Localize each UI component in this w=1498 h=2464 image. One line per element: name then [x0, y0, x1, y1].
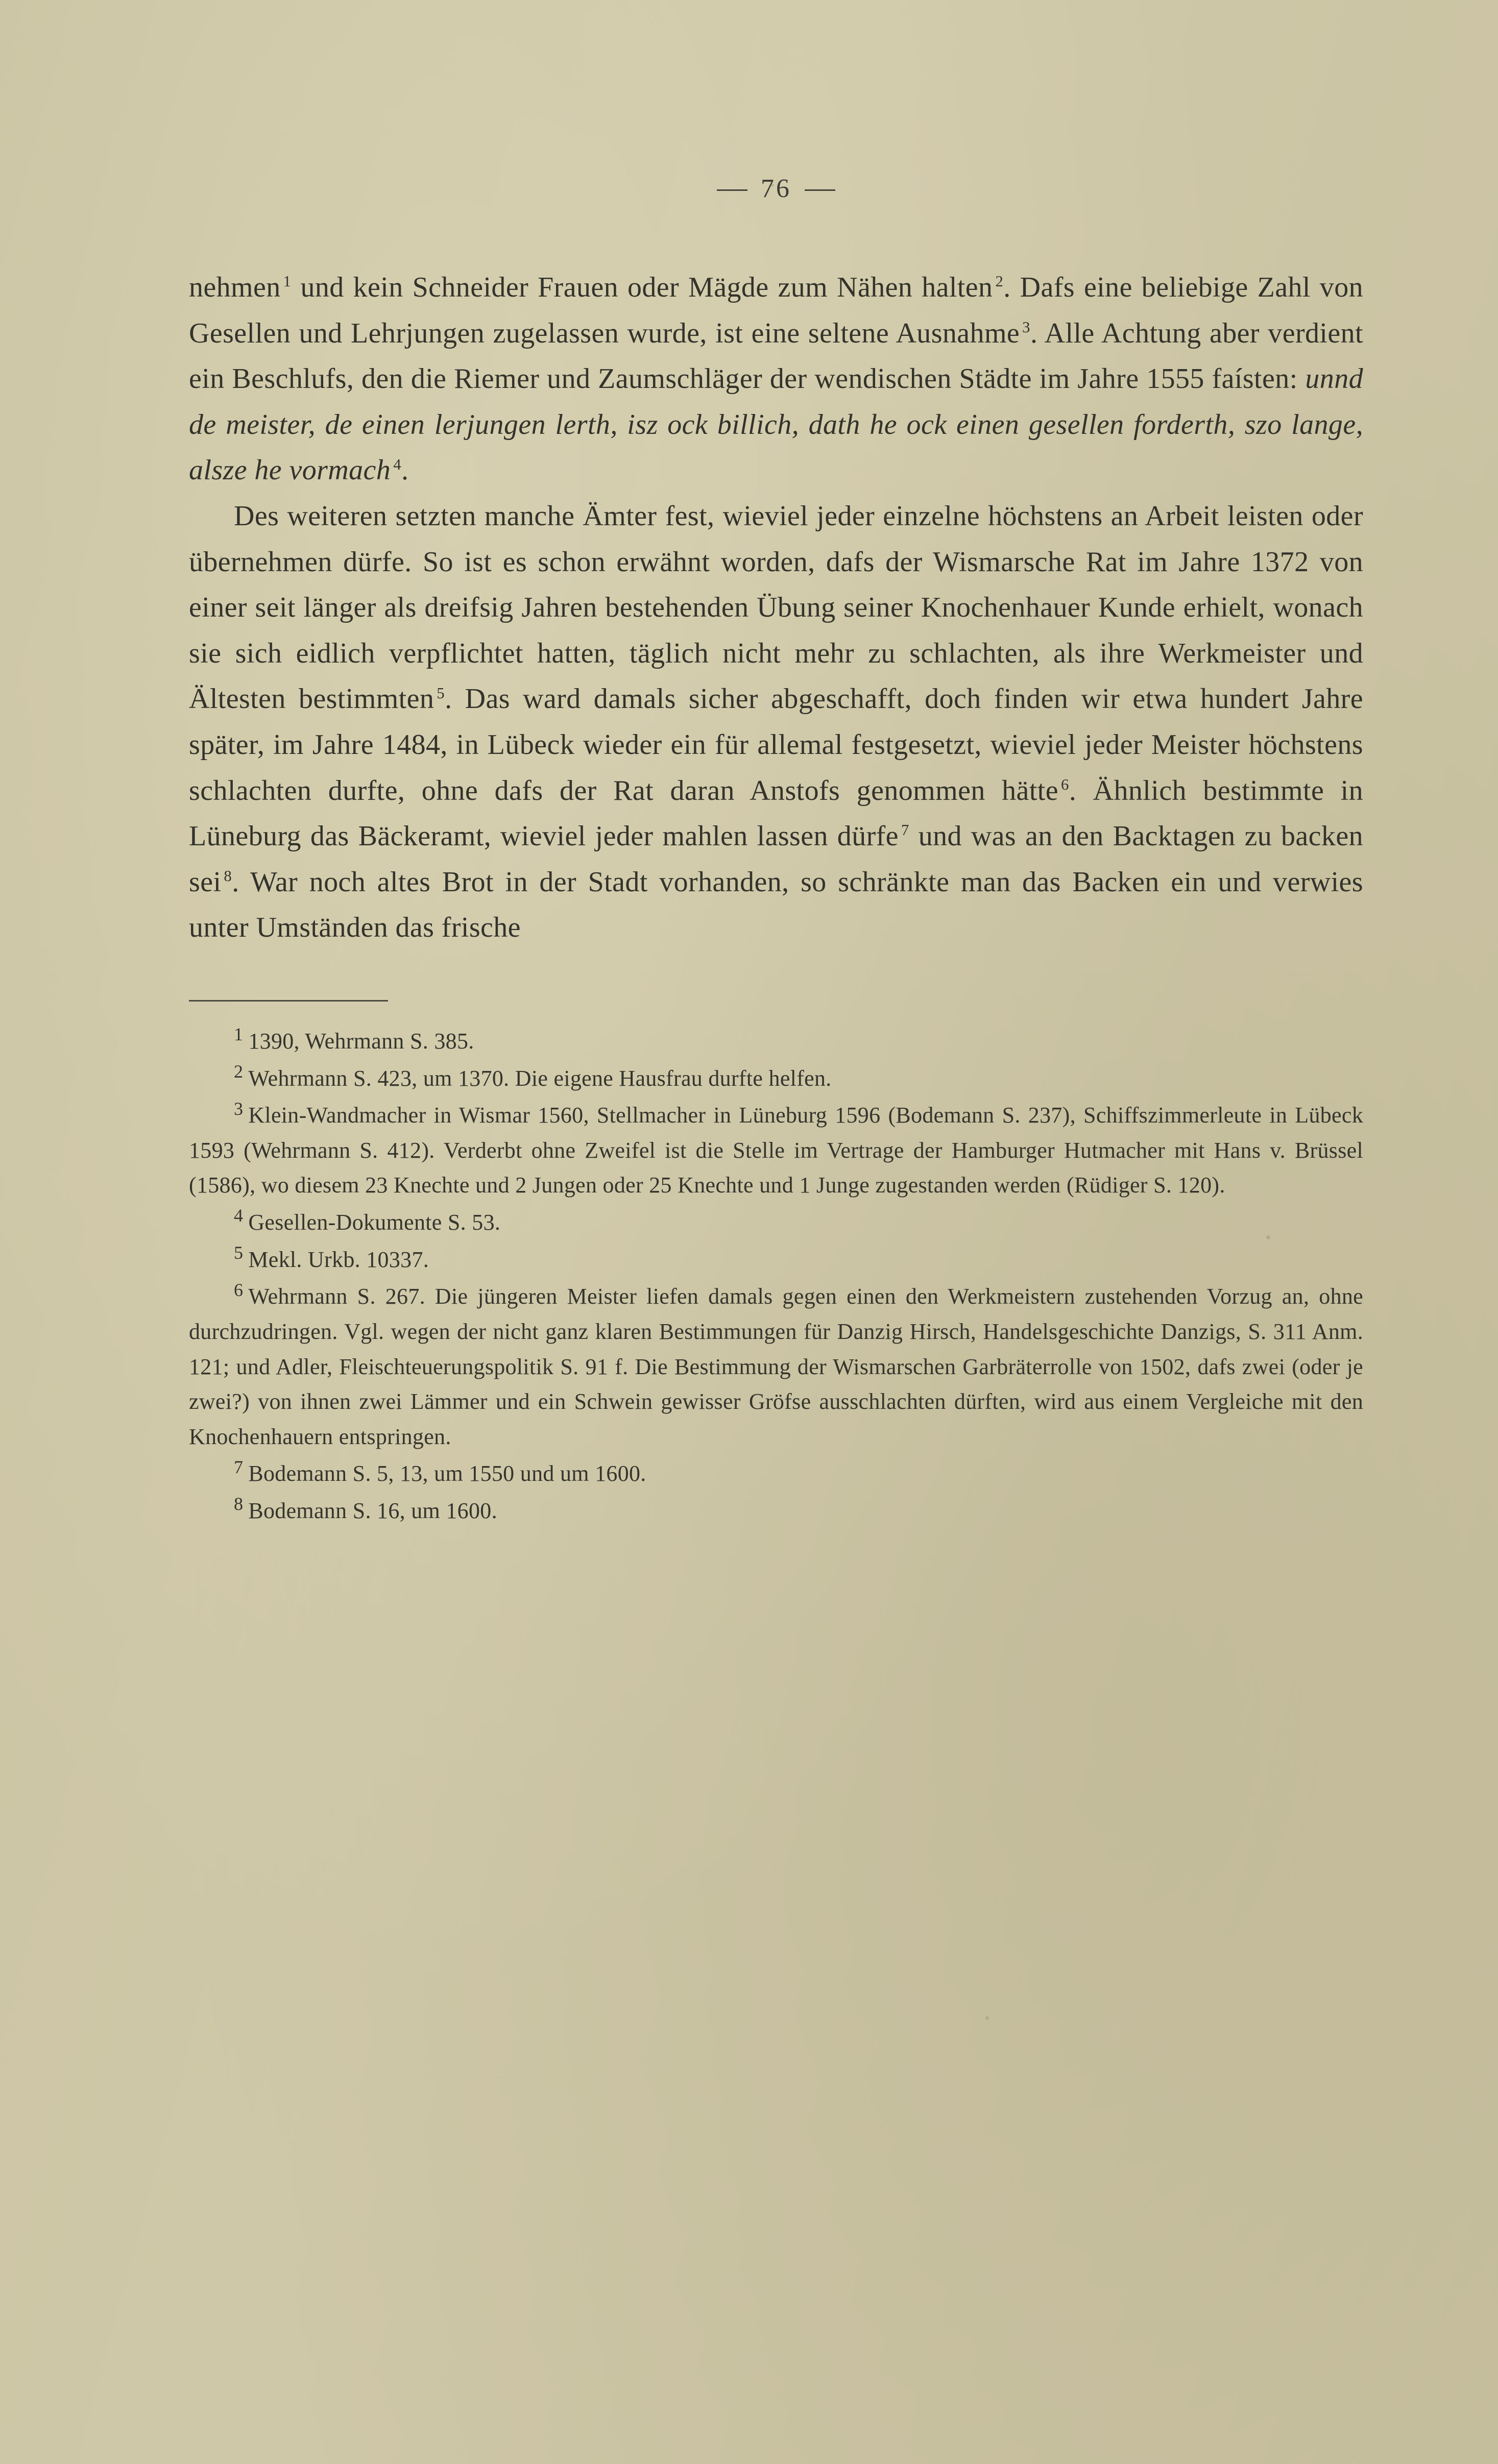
page-content [189, 0, 1363, 1531]
footnote-marker-6: 6 [1061, 775, 1069, 793]
footnote-1 [189, 1024, 1363, 1059]
footnote-3-marker: 3 [234, 1098, 244, 1119]
para1-part-a: nehmen [189, 272, 281, 303]
footnote-2-marker: 2 [234, 1061, 244, 1082]
footnote-1-marker: 1 [234, 1024, 244, 1045]
page-number-value: 76 [761, 174, 791, 203]
para2-part-b: . Das ward damals sicher abgeschafft, doch finden wir etwa hundert Jahre später, im Jahre 1484, in Lübeck wieder ein für allemal festgesetzt, wieviel jeder Meister höchstens schlachten durfte, ohne dafs der Rat daran Anstofs genommen hätte [189, 683, 1363, 807]
footnote-marker-2: 2 [995, 273, 1004, 290]
para1-part-d: . Alle Achtung aber verdient ein Beschlufs, den die Riemer und Zaumschläger der wendischen Städte im Jahre 1555 faísten: [189, 317, 1363, 395]
footnote-marker-4: 4 [393, 455, 402, 473]
footnote-separator-rule [189, 1000, 388, 1002]
scan-speck [985, 2016, 989, 2020]
footnote-4-marker: 4 [234, 1205, 244, 1226]
footnote-6-text: Wehrmann S. 267. Die jüngeren Meister liefen damals gegen einen den Werkmeistern zustehenden Vorzug an, ohne durchzudringen. Vgl. wegen der nicht ganz klaren Bestimmungen für Danzig Hirsch, Handelsgeschichte Danzigs, S. 311 Anm. 121; und Adler, Fleischteuerungspolitik S. 91 f. Die Bestimmung der Wismarschen Garbräterrolle von 1502, dafs zwei (oder je zwei?) von ihnen zwei Lämmer und ein Schwein gewisser Gröfse ausschlachten dürften, wird aus einem Vergleiche mit den Knochenhauern entspringen. [189, 1284, 1363, 1449]
body-text [189, 265, 1363, 951]
page-number [189, 174, 1363, 204]
footnote-5-marker: 5 [234, 1242, 244, 1263]
footnote-4 [189, 1205, 1363, 1240]
paragraph-1 [189, 265, 1363, 494]
footnote-8-marker: 8 [234, 1494, 244, 1515]
para2-part-d: und was an den Backtagen zu backen sei [189, 820, 1363, 898]
footnotes-section [189, 1024, 1363, 1529]
footnote-marker-8: 8 [224, 867, 232, 885]
para2-part-a: Des weiteren setzten manche Ämter fest, wieviel jeder einzelne höchstens an Arbeit leisten oder übernehmen dürfe. So ist es schon erwähnt worden, dafs der Wismarsche Rat im Jahre 1372 von einer seit länger als dreifsig Jahren bestehenden Übung seiner Knochenhauer Kunde erhielt, wonach sie sich eidlich verpflichtet hatten, täglich nicht mehr zu schlachten, als ihre Werkmeister und Ältesten bestimmten [189, 500, 1363, 715]
footnote-marker-5: 5 [437, 684, 445, 702]
footnote-7 [189, 1456, 1363, 1492]
middle-low-german-quotation: unnd de meister, de einen lerjungen lerth, isz ock billich, dath he ock einen gesellen forderth, szo lange, alsze he vormach [189, 363, 1363, 486]
footnote-3-text: Klein-Wandmacher in Wismar 1560, Stellmacher in Lüneburg 1596 (Bodemann S. 237), Schiffszimmerleute in Lübeck 1593 (Wehrmann S. 412). Verderbt ohne Zweifel ist die Stelle im Vertrage der Hamburger Hutmacher mit Hans v. Brüssel (1586), wo diesem 23 Knechte und 2 Jungen oder 25 Knechte und 1 Junge zugestanden werden (Rüdiger S. 120). [189, 1103, 1363, 1198]
footnote-4-text: Gesellen-Dokumente S. 53. [248, 1210, 501, 1235]
footnote-2 [189, 1061, 1363, 1096]
para2-part-c: . Ähnlich bestimmte in Lüneburg das Bäckeramt, wieviel jeder mahlen lassen dürfe [189, 774, 1364, 852]
para2-part-e: . War noch altes Brot in der Stadt vorhanden, so schränkte man das Backen ein und verwies unter Umständen das frische [189, 866, 1363, 944]
footnote-marker-7: 7 [901, 821, 909, 839]
footnote-5-text: Mekl. Urkb. 10337. [248, 1247, 429, 1272]
footnote-6-marker: 6 [234, 1279, 244, 1300]
para1-part-c: . Dafs eine beliebige Zahl von Gesellen und Lehrjungen zugelassen wurde, ist eine seltene Ausnahme [189, 272, 1364, 349]
footnote-marker-1: 1 [283, 273, 292, 290]
footnote-8 [189, 1494, 1363, 1529]
footnote-3 [189, 1098, 1363, 1203]
footnote-7-text: Bodemann S. 5, 13, um 1550 und um 1600. [248, 1461, 646, 1486]
footnote-1-text: 1390, Wehrmann S. 385. [248, 1028, 474, 1054]
footnote-6 [189, 1279, 1363, 1454]
para1-part-e: . [401, 454, 409, 486]
paragraph-2 [189, 494, 1363, 951]
page-number-rule-left [717, 189, 747, 191]
footnote-marker-3: 3 [1022, 318, 1030, 336]
para1-part-b: und kein Schneider Frauen oder Mägde zum Nähen halten [291, 272, 993, 303]
page-number-rule-right [805, 189, 835, 191]
footnote-7-marker: 7 [234, 1456, 244, 1477]
footnote-5 [189, 1242, 1363, 1278]
footnote-8-text: Bodemann S. 16, um 1600. [248, 1498, 497, 1524]
footnote-2-text: Wehrmann S. 423, um 1370. Die eigene Hausfrau durfte helfen. [248, 1065, 832, 1091]
